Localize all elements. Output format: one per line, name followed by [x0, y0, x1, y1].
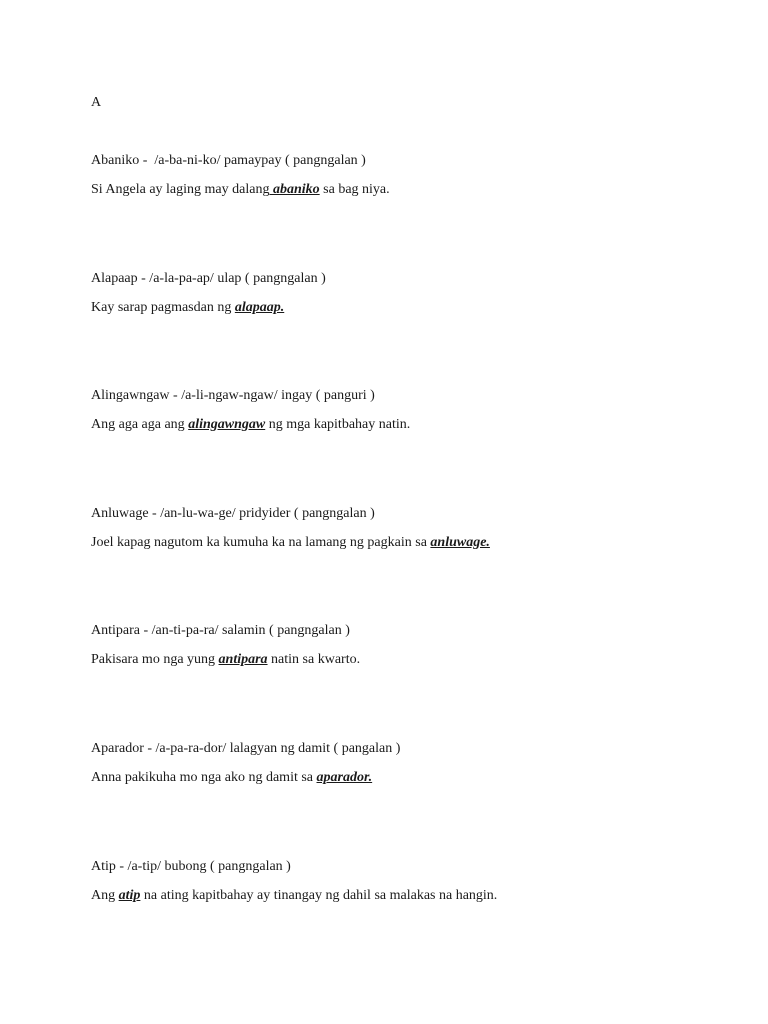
sentence-keyword: alapaap.	[234, 300, 285, 315]
entry-definition: Antipara - /an-ti-pa-ra/ salamin ( pangngalan )	[91, 623, 350, 638]
sentence-text-after: ng mga kapitbahay natin.	[265, 417, 411, 432]
glossary-entry	[91, 505, 731, 552]
sentence-text-after: natin sa kwarto.	[267, 652, 361, 667]
entry-definition: Alingawngaw - /a-li-ngaw-ngaw/ ingay ( panguri )	[91, 388, 375, 403]
sentence-keyword: anluwage.	[430, 535, 490, 550]
sentence-text-after: sa bag niya.	[319, 182, 390, 197]
entry-definition: Alapaap - /a-la-pa-ap/ ulap ( pangngalan )	[91, 271, 326, 286]
glossary-entry	[91, 387, 731, 434]
entry-example-sentence	[91, 299, 731, 317]
glossary-entry	[91, 740, 731, 787]
entry-example-sentence	[91, 887, 731, 905]
glossary-entry	[91, 152, 731, 199]
glossary-entry	[91, 622, 731, 669]
entry-example-sentence	[91, 181, 731, 199]
sentence-text-before: Ang aga aga ang	[91, 417, 189, 432]
entry-definition: Atip - /a-tip/ bubong ( pangngalan )	[91, 859, 291, 874]
entry-definition: Anluwage - /an-lu-wa-ge/ pridyider ( pangngalan )	[91, 506, 375, 521]
sentence-text-before: Ang	[91, 888, 119, 903]
sentence-text-before: Joel kapag nagutom ka kumuha ka na lamang ng pagkain sa	[91, 535, 431, 550]
glossary-entry	[91, 270, 731, 317]
entry-example-sentence	[91, 651, 731, 669]
entry-example-sentence	[91, 769, 731, 787]
sentence-text-before: Si Angela ay laging may dalang	[91, 182, 270, 197]
section-letter-heading: A	[91, 95, 102, 110]
sentence-text-before: Anna pakikuha mo nga ako ng damit sa	[91, 770, 317, 785]
entry-example-sentence	[91, 416, 731, 434]
entry-example-sentence	[91, 534, 731, 552]
sentence-keyword: alingawngaw	[188, 417, 266, 432]
sentence-keyword: atip	[118, 888, 141, 903]
sentence-text-after: na ating kapitbahay ay tinangay ng dahil sa malakas na hangin.	[140, 888, 498, 903]
entry-definition: Aparador - /a-pa-ra-dor/ lalagyan ng damit ( pangalan )	[91, 741, 401, 756]
entry-definition: Abaniko - /a-ba-ni-ko/ pamaypay ( pangngalan )	[91, 153, 366, 168]
glossary-entry	[91, 858, 731, 905]
sentence-keyword: antipara	[218, 652, 268, 667]
sentence-text-before: Kay sarap pagmasdan ng	[91, 300, 235, 315]
sentence-keyword: aparador.	[316, 770, 373, 785]
sentence-keyword: abaniko	[269, 182, 320, 197]
sentence-text-before: Pakisara mo nga yung	[91, 652, 219, 667]
